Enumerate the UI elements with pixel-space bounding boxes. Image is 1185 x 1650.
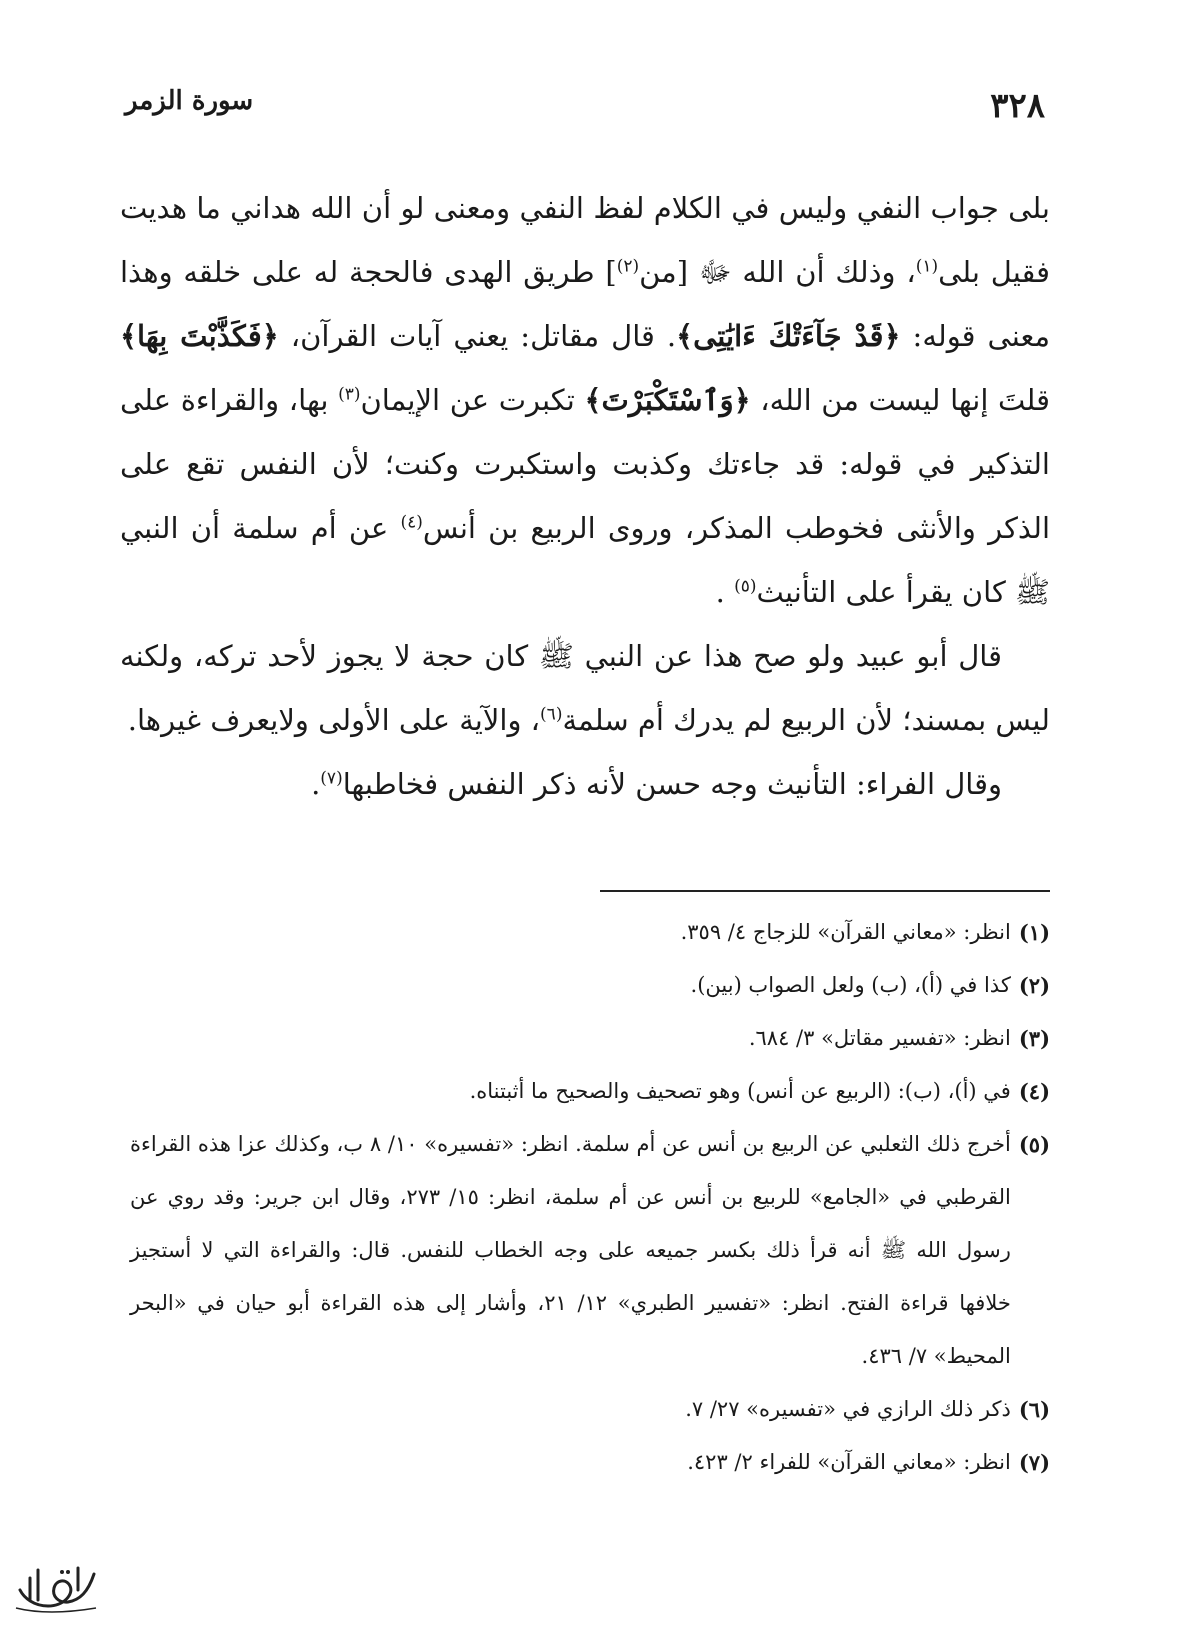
footnote-ref-1[interactable]: (١)	[915, 256, 939, 277]
text-run: بلى جواب النفي وليس في الكلام لفظ النفي ومعنى لو أن الله هداني ما هديت فقيل بلى	[120, 191, 1050, 289]
footnote-text: كذا في (أ)، (ب) ولعل الصواب (بين).	[690, 973, 1011, 997]
footnote-text: انظر: «معاني القرآن» للزجاج ٤/ ٣٥٩.	[680, 920, 1011, 944]
page-header	[125, 80, 1045, 150]
footnote-separator	[600, 890, 1050, 892]
footnote-text: أخرج ذلك الثعلبي عن الربيع بن أنس عن أم سلمة. انظر: «تفسيره» ١٠/ ٨ ب، وكذلك عزا هذه القراءة القرطبي في «الجامع» للربيع بن أنس عن أم سلمة، انظر: ١٥/ ٢٧٣، وقال ابن جرير: وقد روي عن رسول الله ﷺ أنه قرأ ذلك بكسر جميعه على وجه الخطاب للنفس. قال: والقراءة التي لا أستجيز خلافها قراءة الفتح. انظر: «تفسير الطبري» ١٢/ ٢١، وأشار إلى هذه القراءة أبو حيان في «البحر المحيط» ٧/ ٤٣٦.	[130, 1132, 1011, 1368]
footnote-ref-2[interactable]: (٢)	[616, 256, 640, 277]
footnote-number: (٢)	[1018, 973, 1050, 998]
footnote-2	[130, 959, 1050, 1012]
footnote-4	[130, 1065, 1050, 1118]
publisher-stamp-icon	[8, 1560, 103, 1620]
text-run: .	[311, 767, 321, 801]
quran-quote: ﴿قَدْ جَآءَتْكَ ءَايَٰتِى﴾	[676, 319, 901, 353]
footnote-7	[130, 1436, 1050, 1489]
footnote-6	[130, 1383, 1050, 1436]
footnote-number: (٤)	[1018, 1079, 1050, 1104]
text-run: .	[715, 575, 735, 609]
text-run: تكبرت عن الإيمان	[360, 383, 585, 417]
footnote-text: ذكر ذلك الرازي في «تفسيره» ٢٧/ ٧.	[685, 1397, 1011, 1421]
footnote-text: انظر: «معاني القرآن» للفراء ٢/ ٤٢٣.	[687, 1450, 1011, 1474]
paragraph-2	[120, 624, 1050, 752]
paragraph-3	[120, 752, 1050, 816]
text-run: ، وذلك أن الله ﷻ [من	[639, 255, 916, 289]
footnote-number: (٥)	[1018, 1132, 1050, 1157]
footnote-number: (٦)	[1018, 1397, 1050, 1422]
footnote-text: في (أ)، (ب): (الربيع عن أنس) وهو تصحيف والصحيح ما أثبتناه.	[469, 1079, 1011, 1103]
text-run: وقال الفراء: التأنيث وجه حسن لأنه ذكر النفس فخاطبها	[342, 767, 1002, 801]
text-run: عن أم سلمة أن النبي ﷺ كان يقرأ على التأنيث	[120, 511, 1050, 609]
footnote-ref-6[interactable]: (٦)	[540, 704, 563, 725]
footnotes	[130, 906, 1050, 1489]
footnote-number: (٣)	[1018, 1026, 1050, 1051]
text-run: بها، والقراءة على التذكير في قوله: قد جاءتك وكذبت واستكبرت وكنت؛ لأن النفس تقع على الذكر والأنثى فخوطب المذكر، وروى الربيع بن أنس	[120, 383, 1050, 545]
text-run: قال أبو عبيد ولو صح هذا عن النبي ﷺ كان حجة لا يجوز لأحد تركه، ولكنه ليس بمسند؛ لأن الربيع لم يدرك أم سلمة	[120, 639, 1050, 737]
footnote-5	[130, 1118, 1050, 1383]
text-run: ] طريق الهدى فالحجة له على خلقه وهذا معنى قوله:	[120, 255, 1050, 353]
footnote-number: (١)	[1018, 920, 1050, 945]
footnote-ref-7[interactable]: (٧)	[320, 768, 343, 789]
footnote-ref-5[interactable]: (٥)	[734, 576, 757, 597]
page-number: ٣٢٨	[990, 86, 1045, 126]
text-run: ، والآية على الأولى ولايعرف غيرها.	[127, 703, 541, 737]
main-text	[120, 176, 1050, 816]
footnote-1	[130, 906, 1050, 959]
surah-title: سورة الزمر	[125, 86, 254, 116]
paragraph-1	[120, 176, 1050, 624]
footnote-text: انظر: «تفسير مقاتل» ٣/ ٦٨٤.	[748, 1026, 1011, 1050]
footnote-ref-3[interactable]: (٣)	[338, 384, 361, 405]
text-run: . قال مقاتل: يعني آيات القرآن،	[278, 319, 677, 353]
quran-quote: ﴿فَكَذَّبْتَ بِهَا﴾	[120, 319, 279, 353]
quran-quote: ﴿وَٱسْتَكْبَرْتَ﴾	[584, 383, 751, 417]
text-run: قلتَ إنها ليست من الله،	[750, 383, 1050, 417]
footnote-3	[130, 1012, 1050, 1065]
footnote-number: (٧)	[1018, 1450, 1050, 1475]
footnote-ref-4[interactable]: (٤)	[400, 512, 423, 533]
